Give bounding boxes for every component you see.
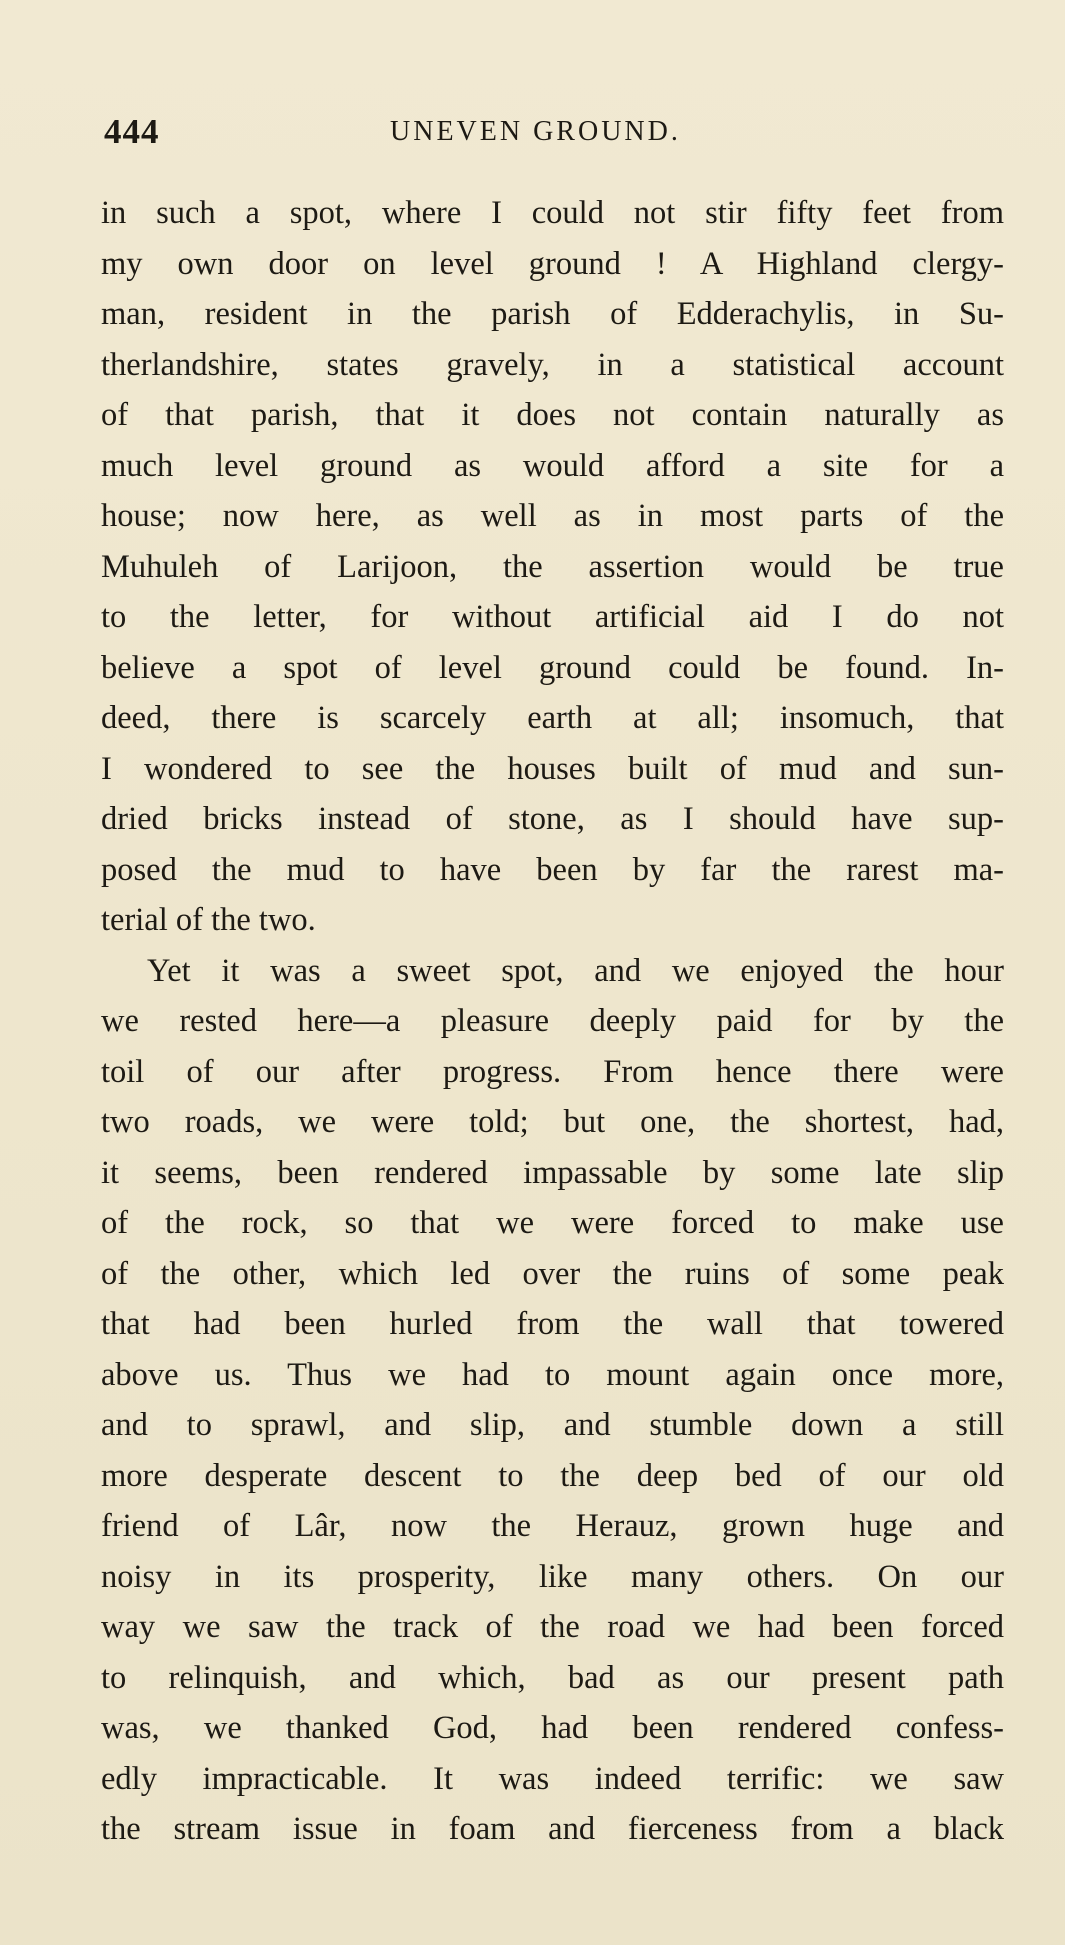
text-line: house; now here, as well as in most parts of the (101, 498, 1004, 534)
text-line: friend of Lâr, now the Herauz, grown huge and (101, 1508, 1004, 1544)
text-line: in such a spot, where I could not stir fifty feet from (101, 195, 1004, 231)
text-line: much level ground as would afford a site for a (101, 447, 1004, 484)
paragraph-first-line: Yet it was a sweet spot, and we enjoyed the hour (147, 952, 1004, 989)
text-line: Muhuleh of Larijoon, the assertion would be true (101, 548, 1004, 585)
text-line: and to sprawl, and slip, and stumble down a still (101, 1407, 1004, 1443)
running-head (104, 112, 984, 156)
text-line: above us. Thus we had to mount again once more, (101, 1356, 1004, 1393)
text-line: edly impracticable. It was indeed terrific: we saw (101, 1760, 1004, 1797)
body-text (101, 188, 1004, 1855)
text-line: the stream issue in foam and fierceness from a black (101, 1811, 1004, 1847)
text-line: dried bricks instead of stone, as I should have sup- (101, 801, 1004, 837)
text-line: way we saw the track of the road we had been forced (101, 1609, 1004, 1645)
paragraph-end-line: terial of the two. (101, 902, 316, 938)
text-line: of the other, which led over the ruins of some peak (101, 1255, 1004, 1292)
text-line: noisy in its prosperity, like many others. On our (101, 1558, 1004, 1595)
text-line: deed, there is scarcely earth at all; insomuch, that (101, 700, 1004, 736)
text-line: to relinquish, and which, bad as our present path (101, 1659, 1004, 1696)
text-line: therlandshire, states gravely, in a statistical account (101, 346, 1004, 383)
text-line: I wondered to see the houses built of mud and sun- (101, 750, 1004, 787)
text-line: posed the mud to have been by far the rarest ma- (101, 851, 1004, 888)
text-line: toil of our after progress. From hence there were (101, 1053, 1004, 1090)
text-line: two roads, we were told; but one, the shortest, had, (101, 1104, 1004, 1140)
text-line: more desperate descent to the deep bed of our old (101, 1457, 1004, 1494)
text-line: to the letter, for without artificial aid I do not (101, 599, 1004, 635)
text-line: we rested here—a pleasure deeply paid for by the (101, 1003, 1004, 1039)
text-line: it seems, been rendered impassable by some late slip (101, 1154, 1004, 1191)
page-number: 444 (104, 112, 160, 151)
text-line: believe a spot of level ground could be found. In- (101, 649, 1004, 686)
text-line: of that parish, that it does not contain naturally as (101, 397, 1004, 433)
text-line: my own door on level ground ! A Highland clergy- (101, 245, 1004, 282)
text-line: was, we thanked God, had been rendered confess- (101, 1710, 1004, 1746)
text-line: that had been hurled from the wall that towered (101, 1306, 1004, 1342)
running-title: UNEVEN GROUND. (390, 116, 681, 147)
text-line: of the rock, so that we were forced to make use (101, 1205, 1004, 1241)
text-line: man, resident in the parish of Edderachylis, in Su- (101, 296, 1004, 332)
